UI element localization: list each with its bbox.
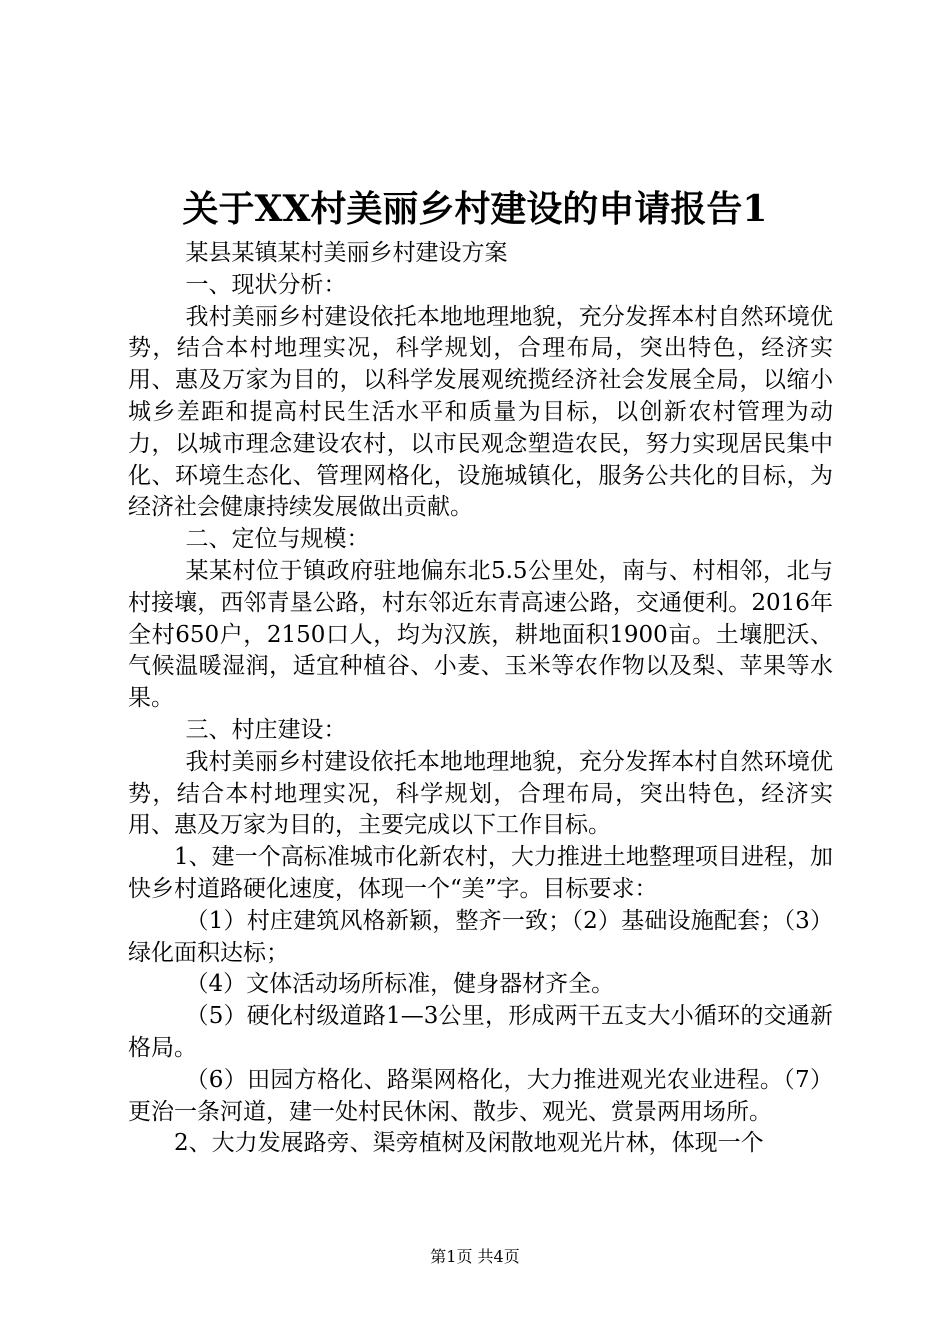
page-number-footer: 第1页 共4页 [430, 1247, 520, 1266]
document-title: 关于XX村美丽乡村建设的申请报告1 [182, 188, 768, 230]
list-item: （5）硬化村级道路1—3公里，形成两干五支大小循环的交通新格局。 [128, 1003, 833, 1061]
section-heading-2: 二、定位与规模： [185, 526, 370, 553]
body-paragraph: 我村美丽乡村建设依托本地地理地貌，充分发挥本村自然环境优势，结合本村地理实况，科学规划，合理布局，突出特色，经济实用、惠及万家为目的，主要完成以下工作目标。 [128, 748, 833, 839]
section-heading-3: 三、村庄建设： [185, 716, 347, 743]
subtitle-paragraph: 某县某镇某村美丽乡村建设方案 [185, 240, 508, 266]
list-item: 1、建一个高标准城市化新农村，大力推进土地整理项目进程，加快乡村道路硬化速度，体现一个“美”字。目标要求： [128, 844, 833, 902]
list-item: （6）田园方格化、路渠网格化，大力推进观光农业进程。（7）更治一条河道，建一处村民休闲、散步、观光、赏景两用场所。 [128, 1066, 833, 1125]
list-item: 2、大力发展路旁、渠旁植树及闲散地观光片林，体现一个 [174, 1130, 764, 1157]
list-item: （1）村庄建筑风格新颖，整齐一致；（2）基础设施配套；（3）绿化面积达标； [128, 907, 833, 966]
body-paragraph: 某某村位于镇政府驻地偏东北5.5公里处，南与、村相邻，北与村接壤，西邻青垦公路，村东邻近东青高速公路，交通便利。2016年全村650户，2150口人，均为汉族，耕地面积1900亩。土壤肥沃、气候温暖湿润，适宜种植谷、小麦、玉米等农作物以及梨、苹果等水果。 [128, 557, 833, 712]
section-heading-1: 一、现状分析： [185, 271, 347, 298]
document-body [128, 238, 833, 1160]
body-paragraph: 我村美丽乡村建设依托本地地理地貌，充分发挥本村自然环境优势，结合本村地理实况，科学规划，合理布局，突出特色，经济实用、惠及万家为目的，以科学发展观统揽经济社会发展全局，以缩小城乡差距和提高村民生活水平和质量为目标，以创新农村管理为动力，以城市理念建设农村，以市民观念塑造农民，努力实现居民集中化、环境生态化、管理网格化，设施城镇化，服务公共化的目标，为经济社会健康持续发展做出贡献。 [128, 303, 833, 521]
list-item: （4）文体活动场所标准，健身器材齐全。 [185, 971, 615, 998]
